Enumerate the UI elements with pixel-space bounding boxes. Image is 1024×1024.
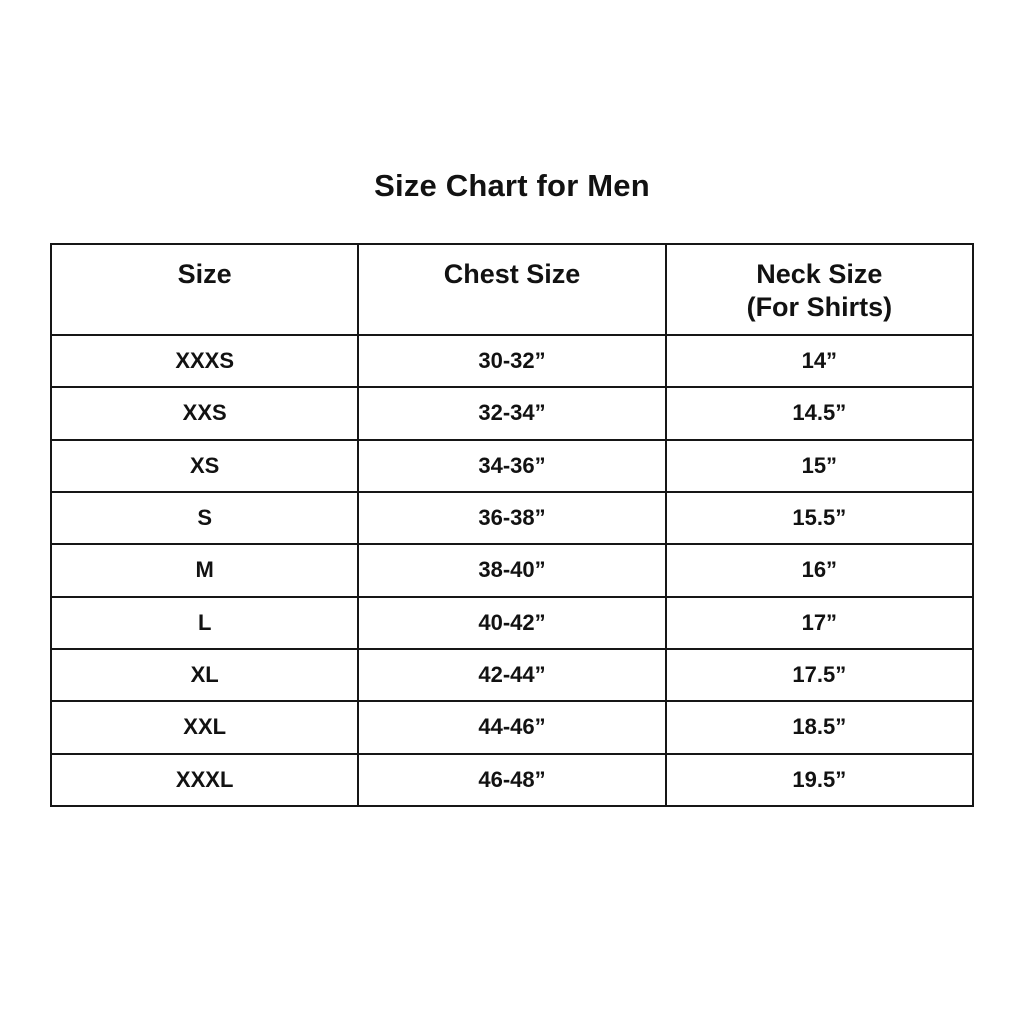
- cell-neck-size: 17.5”: [666, 649, 973, 701]
- size-chart-table: [50, 243, 974, 807]
- cell-size: XL: [51, 649, 358, 701]
- table-body: [51, 335, 973, 806]
- cell-size: XXS: [51, 387, 358, 439]
- cell-neck-size: 18.5”: [666, 701, 973, 753]
- column-header-chest: [358, 244, 665, 335]
- table-row: [51, 544, 973, 596]
- cell-neck-size: 19.5”: [666, 754, 973, 806]
- cell-neck-size: 15”: [666, 440, 973, 492]
- table-row: [51, 701, 973, 753]
- column-header-size-label: Size: [177, 259, 232, 289]
- page-title: Size Chart for Men: [374, 168, 650, 203]
- cell-size: XXXL: [51, 754, 358, 806]
- column-header-neck-label: Neck Size: [756, 259, 883, 289]
- cell-chest-size: 38-40”: [358, 544, 665, 596]
- cell-neck-size: 14.5”: [666, 387, 973, 439]
- table-row: [51, 597, 973, 649]
- table-row: [51, 492, 973, 544]
- cell-size: XXL: [51, 701, 358, 753]
- cell-chest-size: 42-44”: [358, 649, 665, 701]
- cell-size: S: [51, 492, 358, 544]
- column-header-neck: [666, 244, 973, 335]
- table-header: [51, 244, 973, 335]
- table-row: [51, 440, 973, 492]
- cell-size: XS: [51, 440, 358, 492]
- cell-size: L: [51, 597, 358, 649]
- cell-chest-size: 36-38”: [358, 492, 665, 544]
- column-header-chest-label: Chest Size: [443, 259, 581, 289]
- cell-size: M: [51, 544, 358, 596]
- header-row: [51, 244, 973, 335]
- cell-chest-size: 44-46”: [358, 701, 665, 753]
- table-row: [51, 754, 973, 806]
- cell-chest-size: 46-48”: [358, 754, 665, 806]
- table-row: [51, 335, 973, 387]
- column-header-neck-sublabel: (For Shirts): [746, 292, 893, 322]
- table-row: [51, 649, 973, 701]
- table-row: [51, 387, 973, 439]
- cell-chest-size: 32-34”: [358, 387, 665, 439]
- cell-chest-size: 34-36”: [358, 440, 665, 492]
- cell-neck-size: 15.5”: [666, 492, 973, 544]
- cell-chest-size: 30-32”: [358, 335, 665, 387]
- cell-neck-size: 16”: [666, 544, 973, 596]
- cell-neck-size: 17”: [666, 597, 973, 649]
- cell-neck-size: 14”: [666, 335, 973, 387]
- column-header-size: [51, 244, 358, 335]
- cell-chest-size: 40-42”: [358, 597, 665, 649]
- cell-size: XXXS: [51, 335, 358, 387]
